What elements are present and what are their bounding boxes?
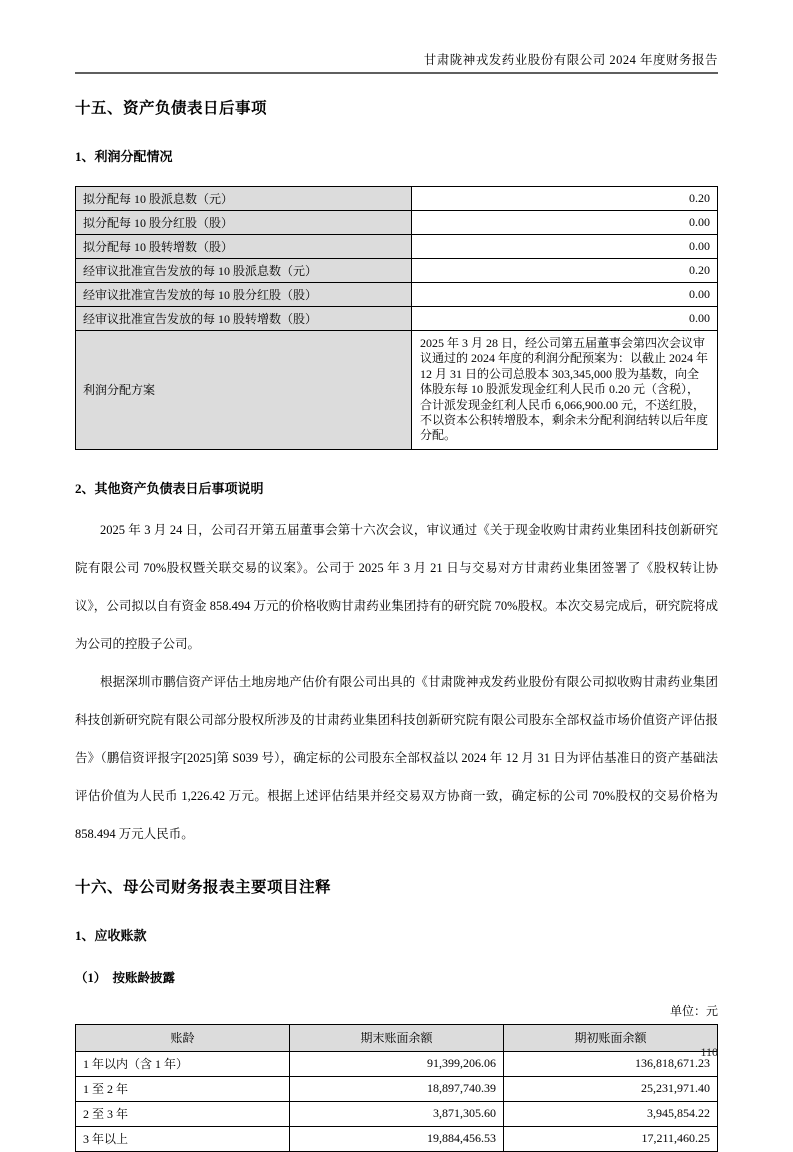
aging-cell: 1 至 2 年 [76, 1076, 290, 1101]
table-row [76, 235, 718, 259]
other-events-paragraph: 2025 年 3 月 24 日，公司召开第五届董事会第十六次会议，审议通过《关于现金收购甘肃药业集团科技创新研究院有限公司 70%股权暨关联交易的议案》。公司于 2025 年 3 月 21 日与交易对方甘肃药业集团签署了《股权转让协议》，公司拟以自有资金 858.494 万元的价格收购甘肃药业集团持有的研究院 70%股权。本次交易完成后，研究院将成为公司的控股子公司。 [75, 522, 718, 651]
section-16-title: 十六、母公司财务报表主要项目注释 [75, 878, 332, 896]
section-15-title: 十五、资产负债表日后事项 [75, 100, 268, 117]
profit-distribution-table [75, 186, 718, 450]
row-value: 0.00 [412, 307, 718, 331]
table-row [76, 283, 718, 307]
row-label: 经审议批准宣告发放的每 10 股分红股（股） [76, 283, 412, 307]
receivables-title: 1、应收账款 [75, 927, 147, 943]
row-value: 0.00 [412, 283, 718, 307]
profit-distribution-title: 1、利润分配情况 [75, 149, 173, 164]
table-row [76, 211, 718, 235]
aging-table [75, 1024, 718, 1152]
row-value: 0.00 [412, 235, 718, 259]
aging-cell: 1 年以内（含 1 年） [76, 1051, 290, 1076]
col-header-aging: 账龄 [76, 1024, 290, 1051]
page-header [75, 0, 718, 74]
col-header-beginning-balance: 期初账面余额 [504, 1024, 718, 1051]
ending-balance-cell: 18,897,740.39 [290, 1076, 504, 1101]
table-row [76, 187, 718, 211]
table-row [76, 1051, 718, 1076]
row-label: 拟分配每 10 股转增数（股） [76, 235, 412, 259]
table-row-plan [76, 331, 718, 450]
table-row [76, 1076, 718, 1101]
other-events-paragraph: 根据深圳市鹏信资产评估土地房地产估价有限公司出具的《甘肃陇神戎发药业股份有限公司拟收购甘肃药业集团科技创新研究院有限公司部分股权所涉及的甘肃药业集团科技创新研究院有限公司股东全部权益市场价值资产评估报告》（鹏信资评报字[2025]第 S039 号），确定标的公司股东全部权益以 2024 年 12 月 31 日为评估基准日的资产基础法评估价值为人民币 1,226.42 万元。根据上述评估结果并经交易双方协商一致，确定标的公司 70%股权的交易价格为 858.494 万元人民币。 [75, 674, 718, 841]
beginning-balance-cell: 17,211,460.25 [504, 1126, 718, 1151]
row-label: 经审议批准宣告发放的每 10 股派息数（元） [76, 259, 412, 283]
beginning-balance-cell: 3,945,854.22 [504, 1101, 718, 1126]
table-row [76, 259, 718, 283]
beginning-balance-cell: 136,818,671.23 [504, 1051, 718, 1076]
page-number: 110 [700, 1045, 718, 1059]
aging-cell: 2 至 3 年 [76, 1101, 290, 1126]
other-events-title: 2、其他资产负债表日后事项说明 [75, 480, 264, 496]
plan-label: 利润分配方案 [76, 331, 412, 450]
ending-balance-cell: 19,884,456.53 [290, 1126, 504, 1151]
aging-disclosure-title: （1） 按账龄披露 [75, 970, 176, 985]
row-value: 0.20 [412, 259, 718, 283]
unit-label: 单位：元 [669, 1003, 718, 1018]
row-label: 经审议批准宣告发放的每 10 股转增数（股） [76, 307, 412, 331]
table-row [76, 1126, 718, 1151]
table-header-row [76, 1024, 718, 1051]
col-header-ending-balance: 期末账面余额 [290, 1024, 504, 1051]
plan-text: 2025 年 3 月 28 日，经公司第五届董事会第四次会议审议通过的 2024 年度的利润分配预案为：以截止 2024 年 12 月 31 日的公司总股本 303,345,000 股为基数，向全体股东每 10 股派发现金红利人民币 0.20 元（含税），合计派发现金红利人民币 6,066,900.00 元，不送红股，不以资本公积转增股本，剩余未分配利润结转以后年度分配。 [412, 331, 718, 450]
row-value: 0.00 [412, 211, 718, 235]
aging-cell: 3 年以上 [76, 1126, 290, 1151]
ending-balance-cell: 3,871,305.60 [290, 1101, 504, 1126]
beginning-balance-cell: 25,231,971.40 [504, 1076, 718, 1101]
row-label: 拟分配每 10 股分红股（股） [76, 211, 412, 235]
ending-balance-cell: 91,399,206.06 [290, 1051, 504, 1076]
row-value: 0.20 [412, 187, 718, 211]
report-header-title: 甘肃陇神戎发药业股份有限公司 2024 年度财务报告 [423, 53, 718, 67]
row-label: 拟分配每 10 股派息数（元） [76, 187, 412, 211]
table-row [76, 1101, 718, 1126]
table-row [76, 307, 718, 331]
